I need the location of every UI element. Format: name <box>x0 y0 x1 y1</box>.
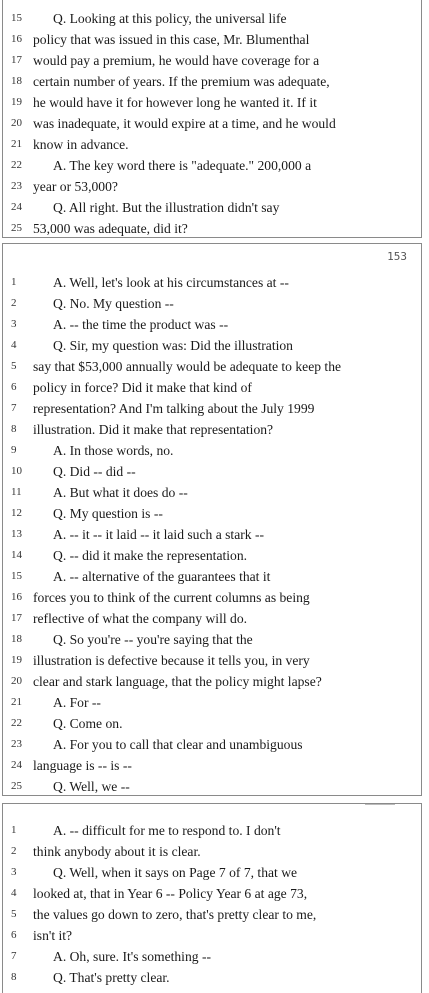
line-text: A. But what it does do -- <box>53 485 188 500</box>
transcript-line <box>3 545 421 566</box>
transcript-line <box>3 755 421 776</box>
line-text: A. For you to call that clear and unambiguous <box>53 737 303 752</box>
line-number: 6 <box>11 929 17 941</box>
transcript-line <box>3 314 421 335</box>
line-number: 17 <box>11 612 22 624</box>
line-text: policy in force? Did it make that kind of <box>33 380 252 395</box>
transcript-line <box>3 419 421 440</box>
line-number: 10 <box>11 465 22 477</box>
transcript-line <box>3 176 421 197</box>
line-text: think anybody about it is clear. <box>33 844 201 859</box>
line-text: illustration is defective because it tells you, in very <box>33 653 310 668</box>
line-text: would pay a premium, he would have coverage for a <box>33 53 320 68</box>
transcript-line <box>3 671 421 692</box>
line-number: 7 <box>11 402 17 414</box>
line-number: 9 <box>11 444 17 456</box>
line-number: 25 <box>11 780 22 792</box>
line-number: 23 <box>11 738 22 750</box>
line-text: A. In those words, no. <box>53 443 174 458</box>
transcript-page-top <box>2 0 422 238</box>
transcript-line <box>3 335 421 356</box>
line-number: 17 <box>11 54 22 66</box>
line-text: representation? And I'm talking about the July 1999 <box>33 401 315 416</box>
line-text: Q. Well, we -- <box>53 779 130 794</box>
line-number: 11 <box>11 486 22 498</box>
line-number: 21 <box>11 696 22 708</box>
transcript-line <box>3 29 421 50</box>
transcript-line <box>3 608 421 629</box>
line-text: know in advance. <box>33 137 129 152</box>
transcript-line <box>3 155 421 176</box>
line-number: 6 <box>11 381 17 393</box>
transcript-line <box>3 377 421 398</box>
line-text: Q. So you're -- you're saying that the <box>53 632 253 647</box>
line-number: 25 <box>11 222 22 234</box>
line-text: looked at, that in Year 6 -- Policy Year 6 at age 73, <box>33 886 308 901</box>
transcript-line <box>3 92 421 113</box>
transcript-line <box>3 820 421 841</box>
line-number: 12 <box>11 507 22 519</box>
line-text: illustration. Did it make that representation? <box>33 422 274 437</box>
line-text: Q. Well, when it says on Page 7 of 7, that we <box>53 865 298 880</box>
line-text: isn't it? <box>33 928 73 943</box>
line-text: clear and stark language, that the policy might lapse? <box>33 674 322 689</box>
transcript-line <box>3 272 421 293</box>
line-text: was inadequate, it would expire at a time, and he would <box>33 116 336 131</box>
transcript-line <box>3 629 421 650</box>
line-number: 5 <box>11 908 17 920</box>
line-text: A. For -- <box>53 695 101 710</box>
line-text: Q. That's pretty clear. <box>53 970 170 985</box>
line-text: year or 53,000? <box>33 179 118 194</box>
transcript-line <box>3 650 421 671</box>
line-text: reflective of what the company will do. <box>33 611 248 626</box>
line-text: Q. Looking at this policy, the universal life <box>53 11 287 26</box>
line-text: Q. My question is -- <box>53 506 163 521</box>
line-number: 20 <box>11 117 22 129</box>
transcript-line <box>3 134 421 155</box>
line-text: Q. No. My question -- <box>53 296 174 311</box>
transcript-line <box>3 734 421 755</box>
line-number: 19 <box>11 96 22 108</box>
transcript-line <box>3 293 421 314</box>
line-number: 24 <box>11 759 22 771</box>
line-text: certain number of years. If the premium was adequate, <box>33 74 330 89</box>
line-number: 19 <box>11 654 22 666</box>
line-number: 2 <box>11 297 17 309</box>
line-number: 3 <box>11 866 17 878</box>
transcript-line <box>3 50 421 71</box>
line-number: 2 <box>11 845 17 857</box>
line-number: 4 <box>11 339 17 351</box>
line-text: A. The key word there is "adequate." 200,000 a <box>53 158 312 173</box>
transcript-line <box>3 398 421 419</box>
transcript-line <box>3 356 421 377</box>
line-text: language is -- is -- <box>33 758 132 773</box>
page-number: 153 <box>387 250 407 263</box>
line-text: forces you to think of the current columns as being <box>33 590 310 605</box>
transcript-line <box>3 8 421 29</box>
transcript-line <box>3 566 421 587</box>
line-text: say that $53,000 annually would be adequate to keep the <box>33 359 342 374</box>
line-number: 15 <box>11 12 22 24</box>
line-number: 3 <box>11 318 17 330</box>
transcript-line <box>3 218 421 238</box>
transcript-line <box>3 776 421 796</box>
transcript-line <box>3 841 421 862</box>
line-text: Q. -- did it make the representation. <box>53 548 248 563</box>
line-number: 24 <box>11 201 22 213</box>
transcript-line <box>3 862 421 883</box>
transcript-line <box>3 925 421 946</box>
transcript-line <box>3 587 421 608</box>
line-number: 8 <box>11 423 17 435</box>
line-text: policy that was issued in this case, Mr. Blumenthal <box>33 32 310 47</box>
line-number: 1 <box>11 276 17 288</box>
transcript-page-bottom <box>2 803 422 993</box>
transcript-line <box>3 524 421 545</box>
transcript-page-153 <box>2 243 422 796</box>
line-number: 1 <box>11 824 17 836</box>
line-text: A. -- difficult for me to respond to. I don't <box>53 823 281 838</box>
line-number: 18 <box>11 633 22 645</box>
line-number: 16 <box>11 33 22 45</box>
transcript-line <box>3 883 421 904</box>
line-number: 5 <box>11 360 17 372</box>
transcript-line <box>3 482 421 503</box>
line-text: A. Well, let's look at his circumstances at -- <box>53 275 289 290</box>
line-number: 16 <box>11 591 22 603</box>
line-text: the values go down to zero, that's pretty clear to me, <box>33 907 317 922</box>
line-number: 21 <box>11 138 22 150</box>
transcript-line <box>3 713 421 734</box>
line-number: 4 <box>11 887 17 899</box>
transcript-line <box>3 71 421 92</box>
line-text: A. -- alternative of the guarantees that it <box>53 569 271 584</box>
line-text: Q. Did -- did -- <box>53 464 136 479</box>
transcript-line <box>3 440 421 461</box>
line-number: 7 <box>11 950 17 962</box>
transcript-line <box>3 904 421 925</box>
line-text: 53,000 was adequate, did it? <box>33 221 188 236</box>
transcript-line <box>3 197 421 218</box>
transcript-line <box>3 503 421 524</box>
line-text: Q. Sir, my question was: Did the illustration <box>53 338 293 353</box>
line-number: 22 <box>11 159 22 171</box>
line-text: Q. All right. But the illustration didn't say <box>53 200 280 215</box>
transcript-line <box>3 461 421 482</box>
line-number: 15 <box>11 570 22 582</box>
line-text: A. -- the time the product was -- <box>53 317 229 332</box>
line-text: A. -- it -- it laid -- it laid such a stark -- <box>53 527 265 542</box>
line-text: Q. Come on. <box>53 716 123 731</box>
line-number: 20 <box>11 675 22 687</box>
line-text: he would have it for however long he wanted it. If it <box>33 95 317 110</box>
transcript-line <box>3 113 421 134</box>
line-number: 22 <box>11 717 22 729</box>
line-number: 13 <box>11 528 22 540</box>
line-number: 8 <box>11 971 17 983</box>
transcript-line <box>3 692 421 713</box>
transcript-line <box>3 967 421 988</box>
line-number: 18 <box>11 75 22 87</box>
transcript-line <box>3 946 421 967</box>
line-text: A. Oh, sure. It's something -- <box>53 949 212 964</box>
line-number: 23 <box>11 180 22 192</box>
cut-off-page-number-mark <box>365 803 395 805</box>
line-number: 14 <box>11 549 22 561</box>
